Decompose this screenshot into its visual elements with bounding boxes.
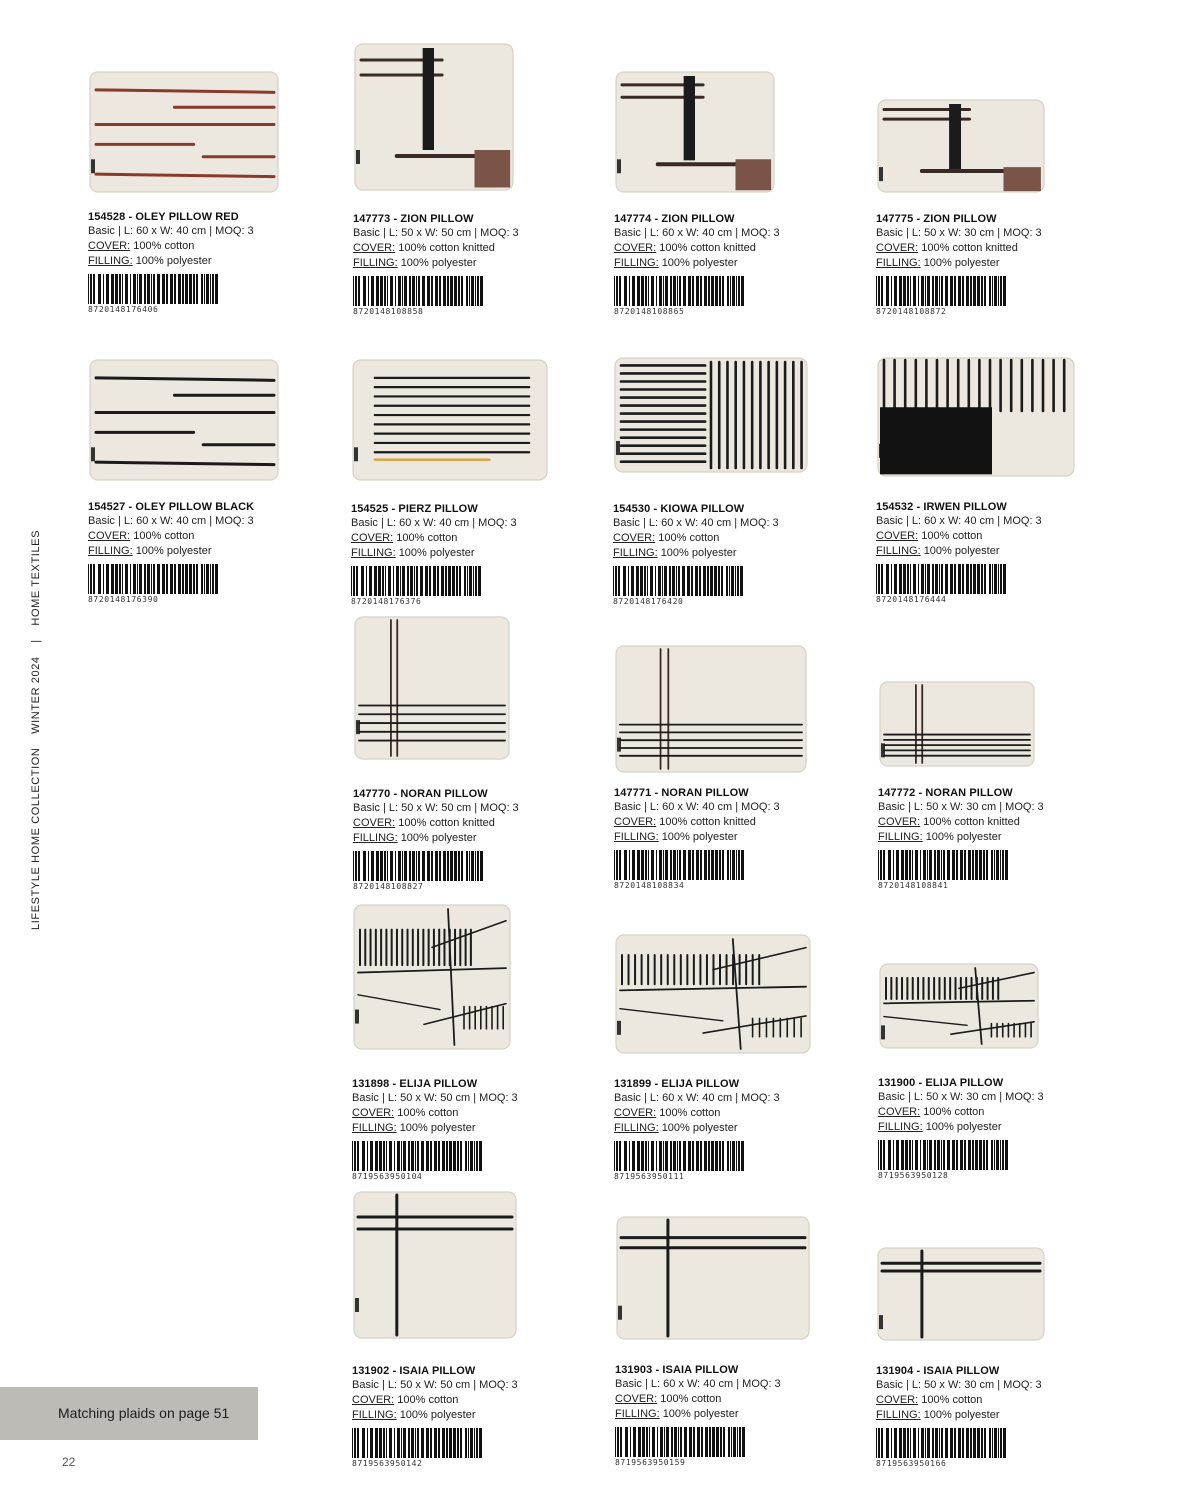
product-info	[876, 500, 1091, 604]
product-filling	[88, 254, 303, 269]
ean-number: 8720148108841	[878, 881, 949, 890]
product-dimensions: Basic | L: 60 x W: 40 cm | MOQ: 3	[613, 517, 779, 529]
cover-label: COVER:	[352, 1107, 395, 1119]
pillow-image-147770	[353, 615, 511, 761]
product-info	[614, 1077, 829, 1181]
ean-number: 8720148108827	[353, 882, 424, 891]
ean-number: 8719563950142	[352, 1459, 423, 1468]
cover-label: COVER:	[352, 1394, 395, 1406]
cover-value: 100% cotton	[921, 530, 983, 542]
product-info	[876, 1364, 1091, 1468]
ean-number: 8720148108872	[876, 307, 947, 316]
filling-value: 100% polyester	[660, 547, 737, 559]
product-filling	[614, 1121, 829, 1136]
product-info	[88, 210, 303, 314]
cover-value: 100% cotton knitted	[923, 816, 1020, 828]
product-cover	[878, 815, 1093, 830]
collection-name: LIFESTYLE HOME COLLECTION	[30, 747, 42, 930]
filling-value: 100% polyester	[398, 547, 475, 559]
cover-value: 100% cotton	[658, 532, 720, 544]
cover-value: 100% cotton	[923, 1106, 985, 1118]
ean-number: 8719563950111	[614, 1172, 685, 1181]
page-number: 22	[62, 1455, 76, 1469]
product-dimensions: Basic | L: 50 x W: 50 cm | MOQ: 3	[353, 802, 519, 814]
product-dimensions: Basic | L: 60 x W: 40 cm | MOQ: 3	[351, 517, 517, 529]
product-dimensions: Basic | L: 60 x W: 40 cm | MOQ: 3	[614, 1092, 780, 1104]
cover-value: 100% cotton	[659, 1107, 721, 1119]
product-dimensions: Basic | L: 50 x W: 50 cm | MOQ: 3	[353, 227, 519, 239]
ean-number: 8720148108858	[353, 307, 424, 316]
barcode-131902	[352, 1428, 484, 1458]
filling-label: FILLING:	[878, 1121, 923, 1133]
product-dimensions: Basic | L: 60 x W: 40 cm | MOQ: 3	[614, 227, 780, 239]
ean-number: 8719563950166	[876, 1459, 947, 1468]
barcode-147773	[353, 276, 485, 306]
barcode-154527	[88, 564, 220, 594]
filling-value: 100% polyester	[399, 1409, 476, 1421]
cover-label: COVER:	[878, 816, 921, 828]
barcode-154532	[876, 564, 1008, 594]
pillow-image-154530	[613, 356, 809, 474]
filling-value: 100% polyester	[923, 257, 1000, 269]
product-title: 131903 - ISAIA PILLOW	[615, 1364, 739, 1376]
product-filling	[614, 830, 829, 845]
cover-label: COVER:	[353, 242, 396, 254]
barcode-147771	[614, 850, 746, 880]
product-cover	[876, 1393, 1091, 1408]
filling-label: FILLING:	[352, 1409, 397, 1421]
barcode-154528	[88, 274, 220, 304]
ean-number: 8720148108834	[614, 881, 685, 890]
product-filling	[876, 256, 1091, 271]
product-title: 147774 - ZION PILLOW	[614, 213, 735, 225]
filling-value: 100% polyester	[923, 1409, 1000, 1421]
product-title: 131904 - ISAIA PILLOW	[876, 1365, 1000, 1377]
product-title: 154525 - PIERZ PILLOW	[351, 503, 478, 515]
filling-value: 100% polyester	[925, 1121, 1002, 1133]
barcode-131898	[352, 1141, 484, 1171]
product-dimensions: Basic | L: 50 x W: 30 cm | MOQ: 3	[876, 227, 1042, 239]
product-info	[613, 502, 828, 606]
matching-plaids-note	[0, 1387, 258, 1440]
product-title: 147770 - NORAN PILLOW	[353, 788, 488, 800]
filling-value: 100% polyester	[400, 832, 477, 844]
side-label	[30, 530, 42, 930]
pillow-image-131900	[878, 962, 1040, 1050]
product-cover	[878, 1105, 1093, 1120]
product-cover	[353, 816, 568, 831]
product-title: 131898 - ELIJA PILLOW	[352, 1078, 478, 1090]
cover-label: COVER:	[876, 530, 919, 542]
cover-value: 100% cotton	[397, 1107, 459, 1119]
category-name: HOME TEXTILES	[30, 529, 42, 626]
season-name: WINTER 2024	[30, 656, 42, 734]
cover-label: COVER:	[88, 530, 131, 542]
filling-value: 100% polyester	[925, 831, 1002, 843]
product-filling	[353, 831, 568, 846]
product-info	[353, 212, 568, 316]
filling-label: FILLING:	[614, 257, 659, 269]
product-title: 147771 - NORAN PILLOW	[614, 787, 749, 799]
product-title: 131900 - ELIJA PILLOW	[878, 1077, 1004, 1089]
filling-value: 100% polyester	[661, 257, 738, 269]
cover-value: 100% cotton	[397, 1394, 459, 1406]
product-filling	[876, 544, 1091, 559]
filling-label: FILLING:	[614, 1122, 659, 1134]
cover-value: 100% cotton knitted	[659, 242, 756, 254]
barcode-131904	[876, 1428, 1008, 1458]
cover-label: COVER:	[615, 1393, 658, 1405]
pillow-image-147771	[614, 644, 808, 774]
product-title: 147772 - NORAN PILLOW	[878, 787, 1013, 799]
ean-number: 8719563950128	[878, 1171, 949, 1180]
pillow-image-131898	[352, 903, 512, 1051]
filling-value: 100% polyester	[923, 545, 1000, 557]
product-title: 154530 - KIOWA PILLOW	[613, 503, 745, 515]
filling-label: FILLING:	[613, 547, 658, 559]
product-title: 131899 - ELIJA PILLOW	[614, 1078, 740, 1090]
product-info	[352, 1364, 567, 1468]
ean-number: 8720148108865	[614, 307, 685, 316]
product-cover	[351, 531, 566, 546]
filling-label: FILLING:	[614, 831, 659, 843]
filling-value: 100% polyester	[399, 1122, 476, 1134]
cover-value: 100% cotton knitted	[659, 816, 756, 828]
product-info	[352, 1077, 567, 1181]
product-filling	[613, 546, 828, 561]
product-cover	[876, 529, 1091, 544]
cover-label: COVER:	[878, 1106, 921, 1118]
pillow-image-131899	[614, 933, 812, 1055]
product-cover	[615, 1392, 830, 1407]
cover-value: 100% cotton	[921, 1394, 983, 1406]
ean-number: 8720148176376	[351, 597, 422, 606]
product-dimensions: Basic | L: 50 x W: 30 cm | MOQ: 3	[878, 801, 1044, 813]
product-info	[615, 1363, 830, 1467]
filling-value: 100% polyester	[661, 1122, 738, 1134]
ean-number: 8720148176444	[876, 595, 947, 604]
barcode-147775	[876, 276, 1008, 306]
filling-value: 100% polyester	[135, 545, 212, 557]
product-cover	[88, 529, 303, 544]
product-title: 147775 - ZION PILLOW	[876, 213, 997, 225]
pillow-image-154525	[351, 358, 549, 482]
filling-label: FILLING:	[353, 257, 398, 269]
filling-label: FILLING:	[88, 545, 133, 557]
barcode-131899	[614, 1141, 746, 1171]
filling-value: 100% polyester	[661, 831, 738, 843]
product-info	[876, 212, 1091, 316]
product-filling	[88, 544, 303, 559]
product-dimensions: Basic | L: 60 x W: 40 cm | MOQ: 3	[615, 1378, 781, 1390]
cover-label: COVER:	[613, 532, 656, 544]
product-dimensions: Basic | L: 50 x W: 30 cm | MOQ: 3	[876, 1379, 1042, 1391]
cover-value: 100% cotton knitted	[398, 817, 495, 829]
filling-label: FILLING:	[876, 257, 921, 269]
product-filling	[614, 256, 829, 271]
cover-label: COVER:	[876, 242, 919, 254]
product-dimensions: Basic | L: 50 x W: 30 cm | MOQ: 3	[878, 1091, 1044, 1103]
product-info	[88, 500, 303, 604]
product-dimensions: Basic | L: 60 x W: 40 cm | MOQ: 3	[88, 225, 254, 237]
product-cover	[352, 1106, 567, 1121]
barcode-131903	[615, 1427, 747, 1457]
side-separator: |	[30, 639, 42, 643]
filling-label: FILLING:	[353, 832, 398, 844]
product-info	[351, 502, 566, 606]
barcode-154530	[613, 566, 745, 596]
product-filling	[353, 256, 568, 271]
filling-label: FILLING:	[351, 547, 396, 559]
product-dimensions: Basic | L: 50 x W: 50 cm | MOQ: 3	[352, 1092, 518, 1104]
cover-value: 100% cotton knitted	[398, 242, 495, 254]
cover-label: COVER:	[614, 242, 657, 254]
product-dimensions: Basic | L: 60 x W: 40 cm | MOQ: 3	[88, 515, 254, 527]
product-title: 131902 - ISAIA PILLOW	[352, 1365, 476, 1377]
cover-value: 100% cotton	[133, 530, 195, 542]
cover-label: COVER:	[614, 1107, 657, 1119]
product-title: 154532 - IRWEN PILLOW	[876, 501, 1007, 513]
product-filling	[352, 1121, 567, 1136]
product-filling	[351, 546, 566, 561]
ean-number: 8719563950159	[615, 1458, 686, 1467]
product-cover	[614, 241, 829, 256]
barcode-147770	[353, 851, 485, 881]
cover-label: COVER:	[88, 240, 131, 252]
barcode-131900	[878, 1140, 1010, 1170]
filling-label: FILLING:	[876, 545, 921, 557]
barcode-147772	[878, 850, 1010, 880]
product-filling	[615, 1407, 830, 1422]
barcode-154525	[351, 566, 483, 596]
product-title: 154527 - OLEY PILLOW BLACK	[88, 501, 255, 513]
pillow-image-131902	[352, 1190, 518, 1340]
product-info	[353, 787, 568, 891]
filling-label: FILLING:	[615, 1408, 660, 1420]
product-title: 154528 - OLEY PILLOW RED	[88, 211, 239, 223]
cover-value: 100% cotton knitted	[921, 242, 1018, 254]
product-cover	[353, 241, 568, 256]
filling-label: FILLING:	[88, 255, 133, 267]
pillow-image-147774	[614, 70, 776, 194]
ean-number: 8720148176390	[88, 595, 159, 604]
cover-value: 100% cotton	[396, 532, 458, 544]
cover-label: COVER:	[351, 532, 394, 544]
filling-value: 100% polyester	[400, 257, 477, 269]
product-cover	[614, 815, 829, 830]
filling-label: FILLING:	[878, 831, 923, 843]
product-info	[614, 786, 829, 890]
pillow-image-147775	[876, 98, 1046, 194]
pillow-image-147773	[353, 42, 515, 192]
product-cover	[876, 241, 1091, 256]
product-filling	[876, 1408, 1091, 1423]
ean-number: 8719563950104	[352, 1172, 423, 1181]
product-info	[878, 1076, 1093, 1180]
product-info	[878, 786, 1093, 890]
cover-value: 100% cotton	[660, 1393, 722, 1405]
barcode-147774	[614, 276, 746, 306]
product-cover	[613, 531, 828, 546]
cover-value: 100% cotton	[133, 240, 195, 252]
cover-label: COVER:	[876, 1394, 919, 1406]
matching-plaids-text: Matching plaids on page 51	[58, 1405, 230, 1421]
product-dimensions: Basic | L: 50 x W: 50 cm | MOQ: 3	[352, 1379, 518, 1391]
filling-value: 100% polyester	[662, 1408, 739, 1420]
product-dimensions: Basic | L: 60 x W: 40 cm | MOQ: 3	[614, 801, 780, 813]
product-info	[614, 212, 829, 316]
pillow-image-131904	[876, 1246, 1046, 1342]
filling-label: FILLING:	[352, 1122, 397, 1134]
filling-label: FILLING:	[876, 1409, 921, 1421]
product-title: 147773 - ZION PILLOW	[353, 213, 474, 225]
cover-label: COVER:	[614, 816, 657, 828]
cover-label: COVER:	[353, 817, 396, 829]
product-filling	[878, 830, 1093, 845]
product-dimensions: Basic | L: 60 x W: 40 cm | MOQ: 3	[876, 515, 1042, 527]
product-filling	[352, 1408, 567, 1423]
product-cover	[614, 1106, 829, 1121]
ean-number: 8720148176406	[88, 305, 159, 314]
ean-number: 8720148176420	[613, 597, 684, 606]
pillow-image-131903	[615, 1215, 811, 1341]
product-filling	[878, 1120, 1093, 1135]
pillow-image-154532	[876, 356, 1076, 478]
pillow-image-154527	[88, 358, 280, 482]
product-cover	[88, 239, 303, 254]
filling-value: 100% polyester	[135, 255, 212, 267]
pillow-image-154528	[88, 70, 280, 194]
product-cover	[352, 1393, 567, 1408]
pillow-image-147772	[878, 680, 1036, 768]
